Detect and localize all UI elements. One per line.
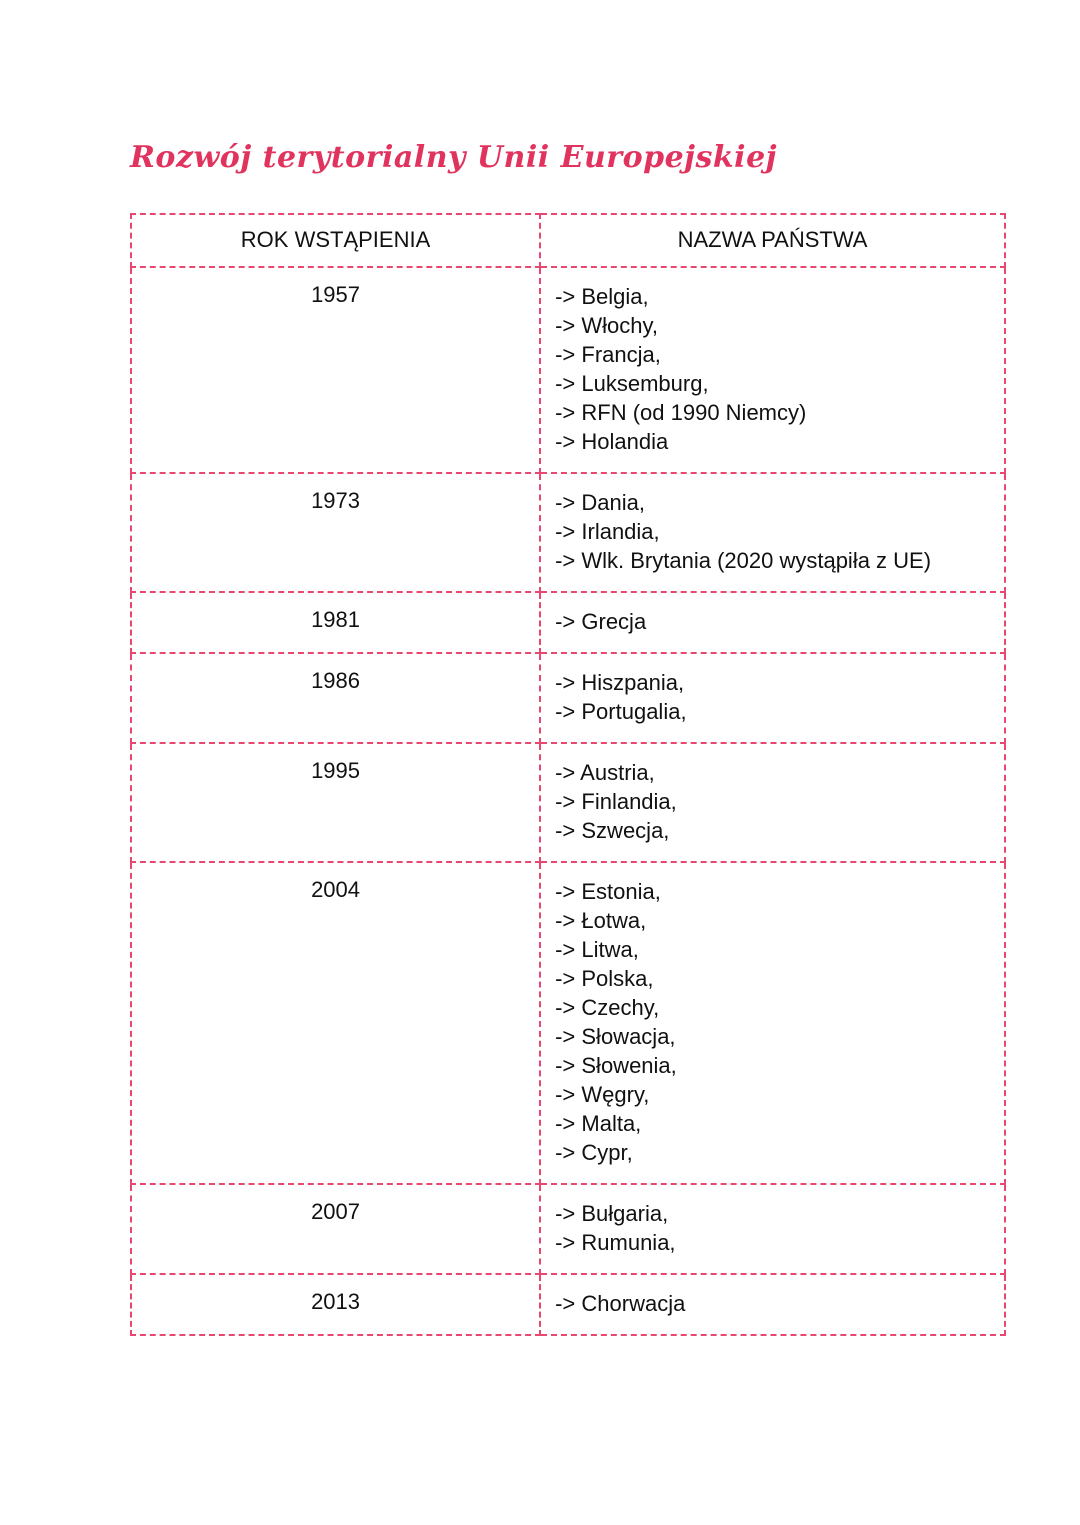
country-line: -> Holandia [555,429,669,454]
country-cell [540,473,1005,592]
country-line: -> Francja, [555,342,661,367]
country-line: -> Austria, [555,760,655,785]
country-line: -> Słowenia, [555,1053,677,1078]
table-row [131,473,1005,592]
country-line: -> Dania, [555,490,645,515]
country-line: -> Estonia, [555,879,661,904]
country-line: -> Wlk. Brytania (2020 wystąpiła z UE) [555,548,932,573]
country-line: -> Szwecja, [555,818,670,843]
year-cell: 2013 [131,1274,540,1335]
country-line: -> Słowacja, [555,1024,676,1049]
country-line: -> Malta, [555,1111,642,1136]
year-cell: 1995 [131,743,540,862]
country-line: -> Grecja [555,609,647,634]
country-line: -> Łotwa, [555,908,647,933]
table-row [131,862,1005,1184]
table-row [131,267,1005,473]
country-cell [540,1274,1005,1335]
year-cell: 1973 [131,473,540,592]
country-line: -> Polska, [555,966,654,991]
country-line: -> Hiszpania, [555,670,685,695]
table-body [131,267,1005,1335]
country-cell [540,862,1005,1184]
country-cell [540,592,1005,653]
country-line: -> Belgia, [555,284,649,309]
year-cell: 1957 [131,267,540,473]
table-header [131,214,1005,267]
year-cell: 1986 [131,653,540,743]
country-line: -> Bułgaria, [555,1201,669,1226]
country-cell [540,653,1005,743]
page-title: Rozwój terytorialny Unii Europejskiej [130,140,778,175]
country-line: -> Włochy, [555,313,658,338]
country-cell [540,267,1005,473]
table-row [131,1274,1005,1335]
country-line: -> RFN (od 1990 Niemcy) [555,400,807,425]
country-line: -> Rumunia, [555,1230,676,1255]
year-cell: 2007 [131,1184,540,1274]
table-header-country: NAZWA PAŃSTWA [540,214,1005,267]
table-header-row [131,214,1005,267]
table-header-year: ROK WSTĄPIENIA [131,214,540,267]
country-line: -> Czechy, [555,995,660,1020]
year-cell: 1981 [131,592,540,653]
year-cell: 2004 [131,862,540,1184]
accession-table [130,213,1006,1336]
country-cell [540,1184,1005,1274]
table-row [131,653,1005,743]
country-line: -> Irlandia, [555,519,660,544]
table-row [131,1184,1005,1274]
country-line: -> Chorwacja [555,1291,686,1316]
country-line: -> Finlandia, [555,789,677,814]
country-line: -> Portugalia, [555,699,687,724]
table-row [131,592,1005,653]
table-row [131,743,1005,862]
country-line: -> Cypr, [555,1140,633,1165]
country-cell [540,743,1005,862]
country-line: -> Luksemburg, [555,371,709,396]
country-line: -> Węgry, [555,1082,650,1107]
country-line: -> Litwa, [555,937,639,962]
